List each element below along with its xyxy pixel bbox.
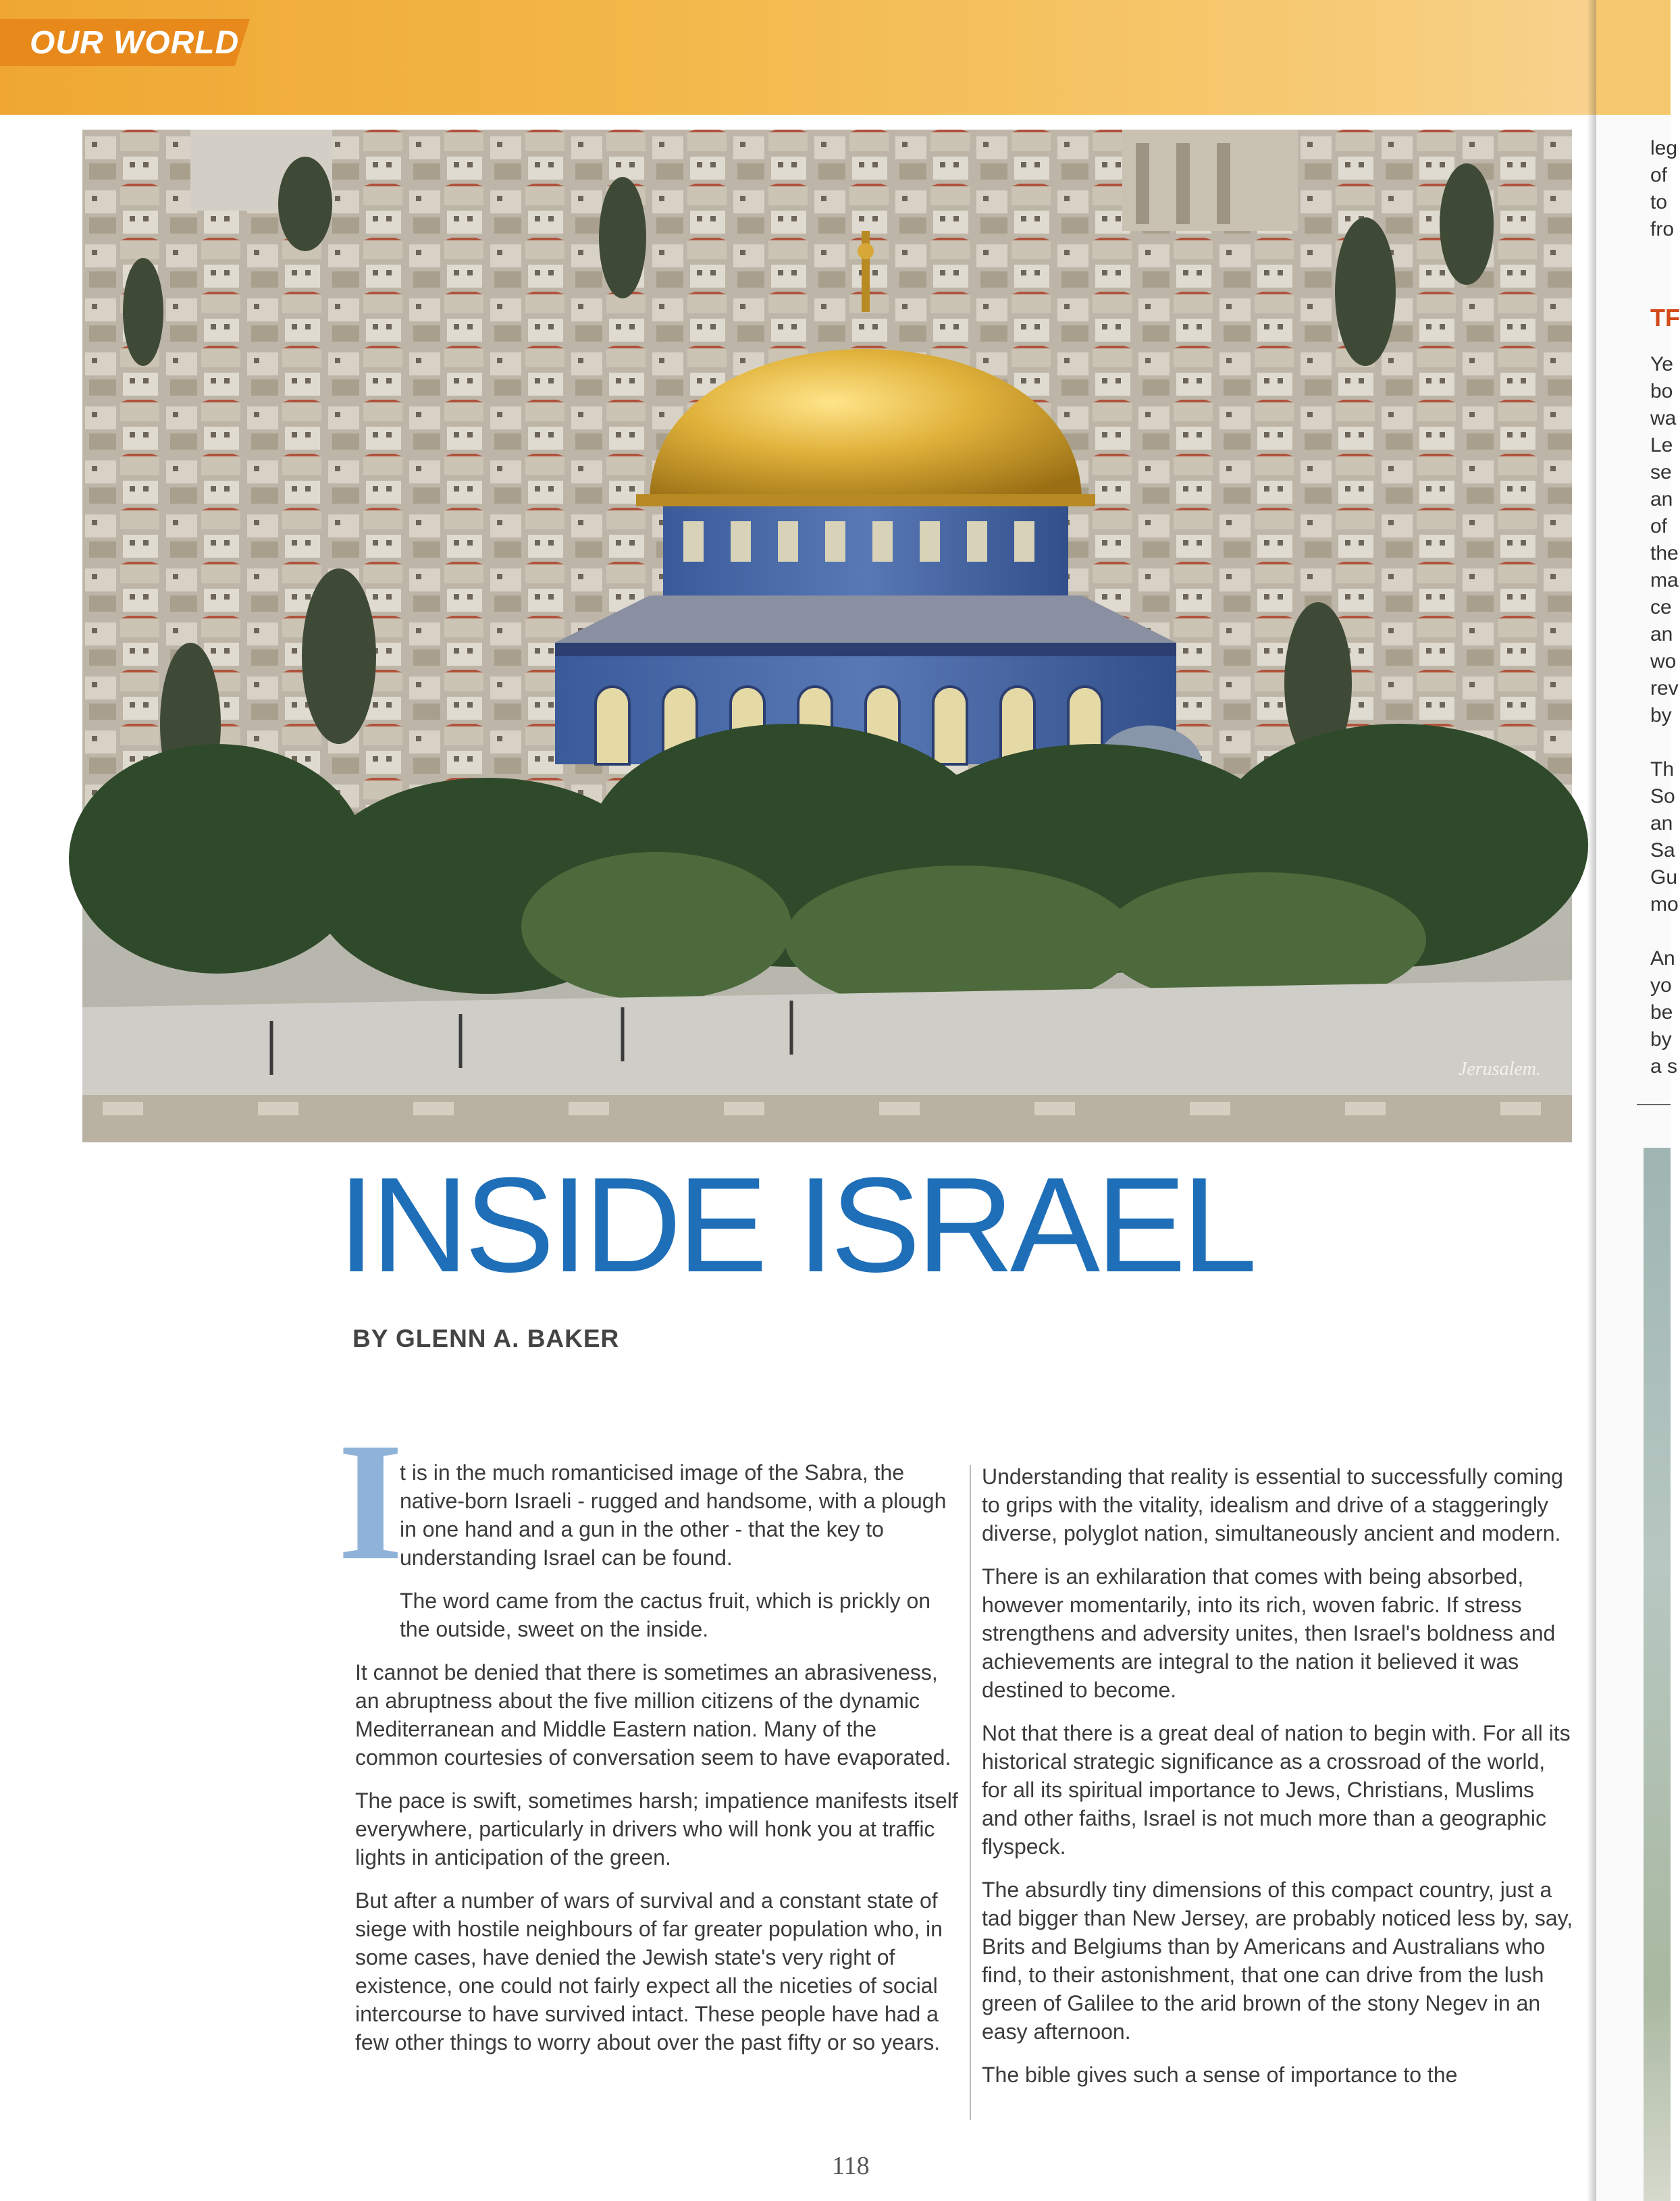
paragraph: The bible gives such a sense of importance to the — [982, 2063, 1458, 2087]
article-title: INSIDE ISRAEL — [338, 1150, 1253, 1300]
article-column-2 — [982, 1462, 1576, 2104]
paragraph: Understanding that reality is essential to successfully coming to grips with the vitality, idealism and drive of a staggeringly diverse, polyglot nation, simultaneously ancient and modern. — [982, 1464, 1563, 1545]
column-divider — [970, 1465, 971, 2120]
gutter-shadow — [1587, 0, 1596, 2201]
paragraph: t is in the much romanticised image of the Sabra, the native-born Israeli - rugged and handsome, with a plough in one hand and a gun in the other - that the key to understanding Israel can be found. — [400, 1460, 947, 1570]
section-label: OUR WORLD — [30, 25, 240, 61]
paragraph: The pace is swift, sometimes harsh; impatience manifests itself everywhere, particularly in drivers who will honk you at traffic lights in anticipation of the green. — [355, 1788, 958, 1869]
paragraph: But after a number of wars of survival and a constant state of siege with hostile neighbours of far greater population who, in some cases, have denied the Jewish state's very right of existence, one could not fairly expect all the niceties of social intercourse to have survived intact. These people have had a few other things to worry about over the past fifty or so years. — [355, 1888, 943, 2054]
paragraph: The word came from the cactus fruit, which is prickly on the outside, sweet on the inside. — [400, 1589, 931, 1641]
hero-photo-illustration — [82, 130, 1572, 1142]
article-column-1 — [355, 1458, 963, 2071]
paragraph: Not that there is a great deal of nation to begin with. For all its historical strategic significance as a crossroad of the world, for all its spiritual importance to Jews, Christians, Muslims and other faiths, Israel is not much more than a geographic flyspeck. — [982, 1721, 1571, 1859]
facing-page-header-band — [1596, 0, 1671, 115]
facing-page-rule — [1637, 1104, 1671, 1105]
paragraph: There is an exhilaration that comes with being absorbed, however momentarily, into its rich, woven fabric. If stress strengthens and adversity unites, then Israel's boldness and achievements are integral to the nation it believed it was destined to become. — [982, 1564, 1556, 1702]
facing-page-text-top: leg of to fro — [1650, 137, 1678, 240]
facing-page-heading: TF — [1650, 304, 1680, 332]
facing-page-photo — [1644, 1148, 1671, 2201]
paragraph: It cannot be denied that there is sometimes an abrasiveness, an abruptness about the five million citizens of the dynamic Mediterranean and Middle Eastern nation. Many of the common courtesies of conversation seem to have evaporated. — [355, 1660, 951, 1770]
section-header-band — [0, 0, 1671, 115]
facing-page — [1596, 0, 1680, 2201]
article-byline: BY GLENN A. BAKER — [352, 1325, 620, 1352]
dropcap: I — [338, 1408, 404, 1595]
paragraph: The absurdly tiny dimensions of this compact country, just a tad bigger than New Jersey, are probably noticed less by, say, Brits and Belgiums than by Americans and Australians who find, to their astonishment, that one can drive from the lush green of Galilee to the arid brown of the stony Negev in an easy afternoon. — [982, 1878, 1573, 2044]
photo-caption: Jerusalem. — [1458, 1059, 1541, 1080]
page-number: 118 — [832, 2152, 870, 2180]
facing-page-text-mid: Ye bo wa Le se an of the ma ce an wo rev by Th So an Sa Gu mo An yo be by a s — [1650, 353, 1679, 1078]
hero-photo — [82, 130, 1572, 1142]
